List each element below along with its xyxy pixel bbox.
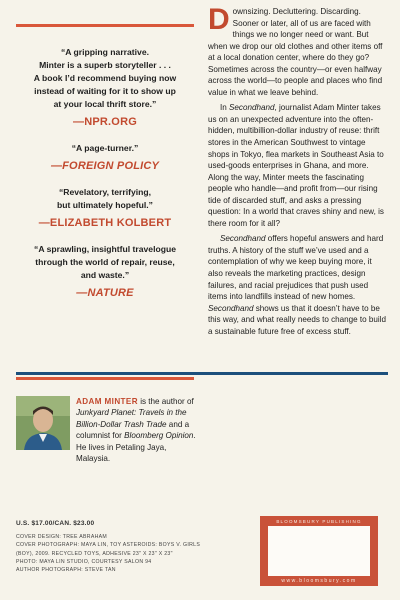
blurb-paragraph-2 [208,102,388,229]
bio-text: . He lives in Petaling Jaya, Malaysia. [76,431,196,464]
top-red-bar [16,24,194,27]
barcode-area [268,526,370,576]
blurb-text: In [220,103,229,113]
blurb-text: offers hopeful answers and hard truths. A history of the stuff we’ve used and a contemplation of why we keep buying more, it also reveals the marketing practices, design failures, and racial prejudices that push used items into landfills instead of new homes. [208,234,384,302]
quote-source: —NATURE [76,287,134,299]
blurb-text: , journalist Adam Minter takes us on an unexpected adventure into the often-hidden, multibillion-dollar industry of reuse: thrift stores in the American Southwest to vintage shops in Tokyo, flea markets in Southeast Asia to used-goods enterprises in Ghana, and more. Along the way, Minter meets the fascinating people who handle—and profit from—our rising tide of discarded stuff, and asks a pressing question: In a world that craves shiny and new, is there room for it all? [208,103,384,228]
blurb-text: ownsizing. Decluttering. Discarding. Sooner or later, all of us are faced with things we no longer need or want. But when we drop our old clothes and other items off at a local donation center, where do they go? Sometimes across the country—or even halfway across the world—to people and places who find value in what we leave behind. [208,7,383,97]
blurb-paragraph-3 [208,233,388,337]
cover-credits [16,533,226,574]
bottom-blue-bar [16,372,388,375]
quote-nature [16,243,194,299]
blurb-paragraph-1 [208,3,388,98]
bio-text: is the author of [137,397,194,406]
book-title: Secondhand [208,303,254,313]
bio-text: and a columnist for [76,419,190,441]
price-label: U.S. $17.00/CAN. $23.00 [16,520,95,527]
bottom-red-bar [16,377,194,380]
author-name: ADAM MINTER [76,397,138,406]
blurb-text: shows us that it doesn’t have to be this way, and what really needs to change to build a sustainable future free of excess stuff. [208,303,387,336]
credit-line: COVER DESIGN: TREE ABRAHAM [16,534,108,540]
credit-line: PHOTO: MAYA LIN STUDIO, COURTESY SALON 94 [16,558,152,565]
outlet-name: Bloomberg Opinion [124,431,194,441]
credit-line: COVER PHOTOGRAPH: MAYA LIN, TOY ASTEROIDS: BOYS V. GIRLS [16,542,201,549]
quote-kolbert [16,186,194,229]
credit-line: (BOY), 2009. RECYCLED TOYS, ADHESIVE 23" X 23" X 23" [16,550,173,557]
quote-source: —NPR.ORG [73,116,137,128]
drop-cap: D [208,3,230,36]
book-title: Secondhand [229,103,275,113]
book-description [208,3,388,341]
praise-quotes [16,46,194,313]
barcode-panel [260,516,378,586]
publisher-url: www.bloomsbury.com [281,578,357,584]
author-bio [76,396,198,464]
quote-text: “Revelatory, terrifying, but ultimately hopeful.” [57,187,153,210]
quote-foreign-policy [16,142,194,172]
quote-text: “A page-turner.” [71,143,139,153]
book-title: Junkyard Planet: Travels in the Billion-Dollar Trash Trade [76,408,187,429]
publisher-strip: BLOOMSBURY PUBLISHING [276,519,362,524]
credit-line: AUTHOR PHOTOGRAPH: STEVE TAN [16,567,116,574]
quote-text: “A sprawling, insightful travelogue through the world of repair, reuse, and waste.” [34,244,176,280]
quote-text: “A gripping narrative. Minter is a superb storyteller . . . A book I’d recommend buying now instead of waiting for it to show up at your local thrift store.” [33,47,177,109]
author-photo [16,396,70,450]
quote-source: —FOREIGN POLICY [50,160,160,172]
quote-source: —ELIZABETH KOLBERT [38,217,172,229]
book-title: Secondhand [220,234,266,244]
quote-npr [16,46,194,128]
